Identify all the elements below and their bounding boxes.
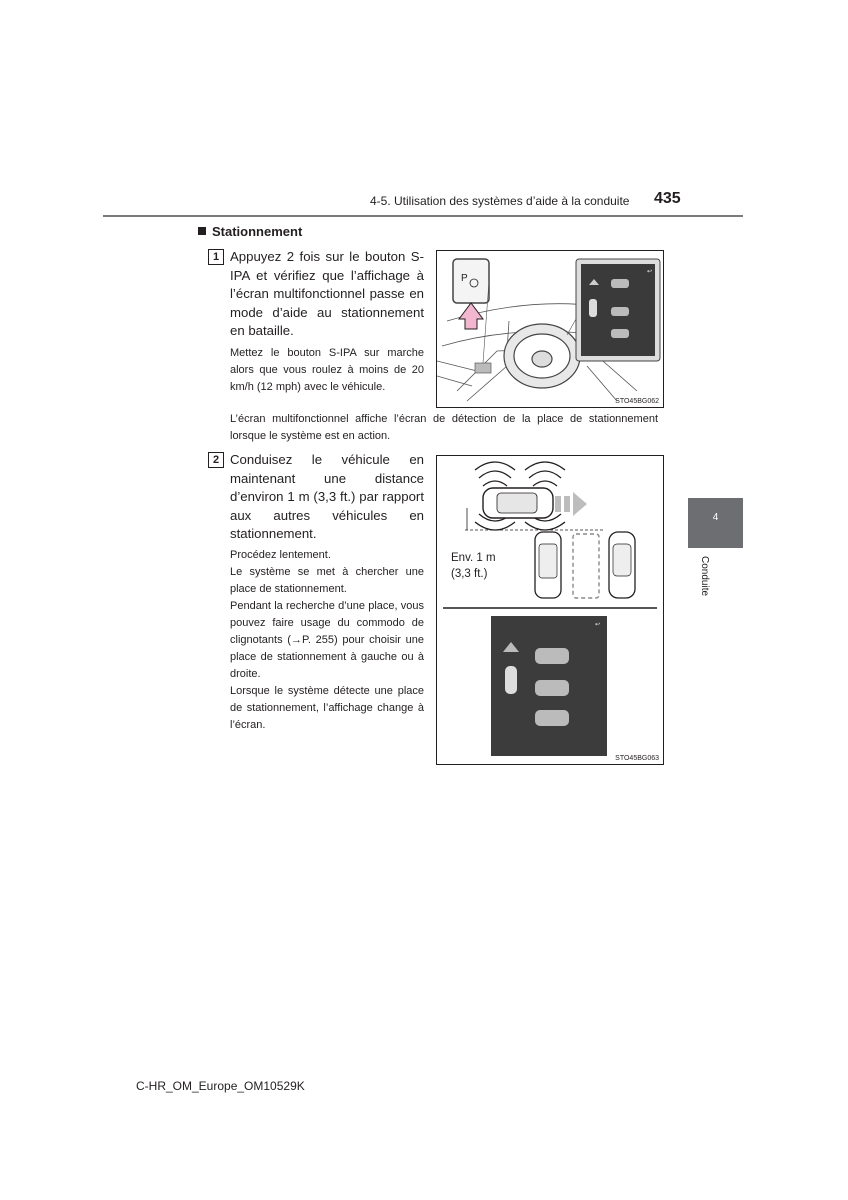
step-2-text: Conduisez le véhicule en maintenant une distance d’environ 1 m (3,3 ft.) par rapport aux autres véhicules en stationnement.	[230, 452, 424, 541]
distance-label-line-2: (3,3 ft.)	[451, 568, 488, 580]
running-header: 4-5. Utilisation des systèmes d’aide à la conduite	[370, 194, 630, 208]
page-number: 435	[654, 190, 681, 207]
chapter-tab	[688, 498, 743, 548]
step-2-notes	[230, 547, 424, 734]
section-title	[198, 224, 302, 239]
square-bullet-icon	[198, 227, 206, 235]
paragraph-display-info: L’écran multifonctionnel affiche l’écran de détection de la place de stationnement lorsque le système est en action.	[230, 413, 658, 442]
step-2-note-2: Le système se met à chercher une place de stationnement.	[230, 566, 424, 595]
step-2-note-1: Procédez lentement.	[230, 549, 331, 561]
step-1-text: Appuyez 2 fois sur le bouton S-IPA et vérifiez que l’affichage à l’écran multifonctionnel passe en mode d’aide au stationnement en bataille.	[230, 249, 424, 338]
step-2-note-3: Pendant la recherche d’une place, vous pouvez faire usage du commodo de clignotants (→P. 255) pour choisir une place de stationnement à gauche ou à droite.	[230, 600, 424, 680]
step-2-note-4: Lorsque le système détecte une place de stationnement, l’affichage change à l’écran.	[230, 685, 424, 731]
svg-text:↩: ↩	[647, 269, 653, 275]
step-1-number: 1	[208, 249, 224, 265]
svg-text:↩: ↩	[595, 622, 601, 628]
button-label: P	[461, 273, 468, 284]
section-title-text: Stationnement	[212, 224, 303, 239]
figure-parking-detection	[436, 455, 664, 765]
document-footer: C-HR_OM_Europe_OM10529K	[136, 1079, 305, 1093]
figure-2-code: STO45BG063	[615, 755, 659, 762]
distance-label-line-1: Env. 1 m	[451, 552, 496, 564]
dashboard-illustration	[437, 251, 663, 407]
distance-label	[451, 550, 496, 582]
step-2-number: 2	[208, 452, 224, 468]
figure-1-code: STO45BG062	[615, 398, 659, 405]
step-1-note: Mettez le bouton S-IPA sur marche alors que vous roulez à moins de 20 km/h (12 mph) avec le véhicule.	[230, 347, 424, 393]
chapter-label: Conduite	[699, 556, 710, 597]
chapter-number: 4	[712, 512, 719, 523]
figure-sipa-button	[436, 250, 664, 408]
header-rule	[103, 215, 743, 217]
parking-illustration	[437, 456, 663, 764]
